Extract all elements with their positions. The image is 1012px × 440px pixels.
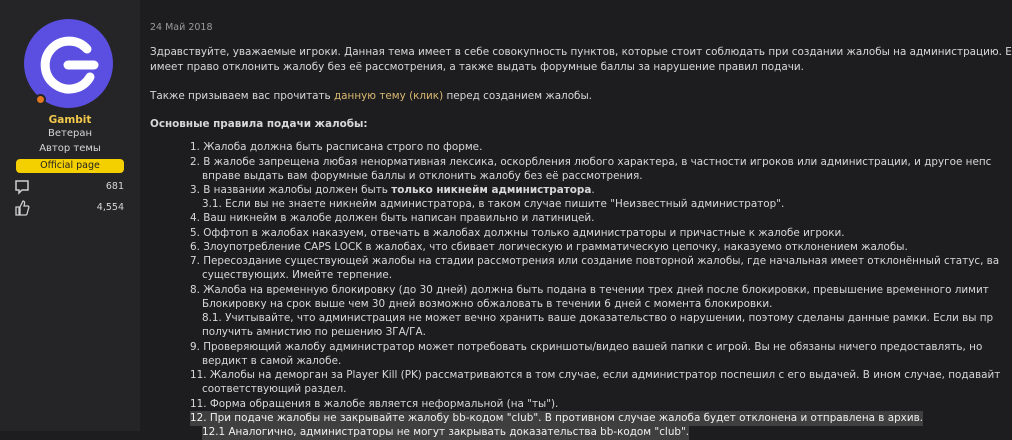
messages-stat (14, 179, 124, 195)
intro-line-2: имеет право отклонить жалобу без её рассмотрения, а также выдать форумные баллы за нарушение правил подачи. (150, 61, 804, 73)
rule-item-continued: вправе выдать вам форумные баллы и отклонить жалобу без её рассмотрения. (202, 170, 643, 182)
read-also-prefix: Также призываем вас прочитать (150, 90, 334, 102)
rule-item-continued: Блокировку на срок выше чем 30 дней возможно обжаловать в течении 6 дней с момента блокировки. (202, 298, 773, 310)
rules-topic-link[interactable]: данную тему (клик) (334, 90, 444, 102)
user-title: Ветеран (47, 128, 92, 139)
messages-icon (14, 179, 30, 195)
rule-item: 4. Ваш никнейм в жалобе должен быть написан правильно и латиницей. (190, 212, 595, 224)
rule-item-emphasis: только никнейм администратора (391, 184, 592, 196)
messages-count: 681 (105, 181, 124, 192)
rule-subitem: 8.1. Учитывайте, что администрация не может вечно хранить ваше доказательство о нарушении, поэтому сделаны данные рамки. Если вы пр (202, 312, 994, 324)
username-link[interactable]: Gambit (48, 114, 92, 126)
reactions-stat (14, 200, 124, 216)
rule-item: 3. В названии жалобы должен быть только никнейм администратора. (190, 184, 595, 196)
rule-item: 11. Форма обращения в жалобе является неформальной (на "ты"). (190, 398, 559, 410)
rule-item: 11. Жалобы на деморган за Player Kill (PK) рассматриваются в том случае, если администратор поспешил с его выдачей. В ином случае, подавайт (190, 369, 1001, 381)
rule-item-continued: вердикт в самой жалобе. (202, 355, 342, 367)
rule-subitem-highlighted: 12.1 Аналогично, администраторы не могут закрывать доказательства bb-кодом "club". (202, 426, 690, 438)
rule-subitem-continued: получить амнистию по решению ЗГА/ГА. (202, 326, 426, 338)
post-body (150, 0, 1012, 438)
thread-author-label: Автор темы (39, 143, 101, 154)
intro-line-1: Здравствуйте, уважаемые игроки. Данная тема имеет в себе совокупность пунктов, которые стоит соблюдать при создании жалобы на администрацию. Е (150, 46, 1012, 58)
reactions-count: 4,554 (96, 202, 124, 213)
online-status-icon (35, 94, 46, 105)
official-page-badge: Official page (16, 159, 124, 173)
rule-item: 9. Проверяющий жалобу администратор может потребовать скриншоты/видео вашей папки с игрой. Вы не обязаны ничего предоставлять, но (190, 341, 983, 353)
rule-item: 2. В жалобе запрещена любая ненормативная лексика, оскорбления любого характера, в частности игроков или администрации, и другое непс (190, 156, 992, 168)
rule-item: 8. Жалоба на временную блокировку (до 30 дней) должна быть подана в течении трех дней после блокировки, превышение временного лимит (190, 284, 989, 296)
rule-subitem: 3.1. Если вы не знаете никнейм администратора, в таком случае пишите "Неизвестный администратор". (202, 198, 785, 210)
rule-item-continued: соответствующий раздел. (202, 383, 347, 395)
rule-item-highlighted: 12. При подаче жалобы не закрывайте жалобу bb-кодом "club". В противном случае жалоба будет отклонена и отправлена в архив. (190, 412, 924, 424)
rule-item: 7. Пересоздание существующей жалобы на стадии рассмотрения или создание повторной жалобы, где начальная имеет отклонённый статус, ва (190, 255, 1000, 267)
read-also-suffix: перед созданием жалобы. (443, 90, 592, 102)
user-sidebar (0, 0, 140, 431)
post-date[interactable]: 24 Май 2018 (150, 22, 213, 33)
read-also-text (150, 89, 592, 104)
thumbs-up-icon (14, 200, 30, 216)
rule-item: 1. Жалоба должна быть расписана строго по форме. (190, 141, 483, 153)
rule-item: 6. Злоупотребление CAPS LOCK в жалобах, что сбивает логическую и грамматическую цепочку, наказуемо отклонением жалобы. (190, 241, 908, 253)
rule-item-continued: существующих. Имейте терпение. (202, 269, 393, 281)
rule-item: 5. Оффтоп в жалобах наказуем, отвечать в жалобах должны только администраторы и причастные к жалобе игроки. (190, 227, 845, 239)
rule-item-text: 3. В названии жалобы должен быть (190, 184, 392, 196)
rules-heading: Основные правила подачи жалобы: (150, 118, 368, 130)
